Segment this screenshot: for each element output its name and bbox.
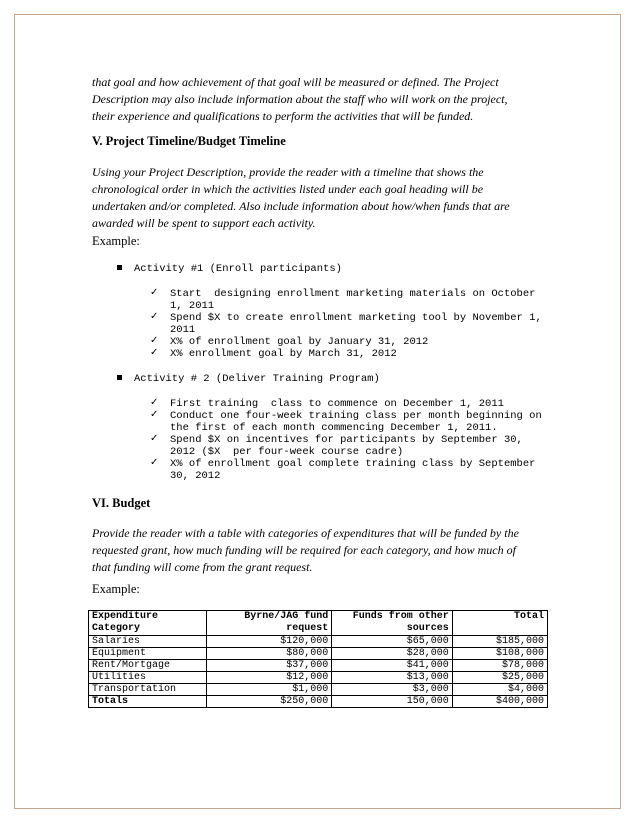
item-line: 2012 ($X per four-week course cadre): [170, 446, 404, 458]
cell: 150,000: [332, 696, 453, 708]
item-line: X% of enrollment goal complete training class by September: [170, 458, 536, 470]
cell: $78,000: [452, 660, 547, 672]
budget-line: Provide the reader with a table with categories of expenditures that will be funded by the: [92, 526, 519, 540]
cell: $400,000: [452, 696, 547, 708]
cell: $28,000: [332, 648, 453, 660]
checkmark-icon: ✓: [150, 457, 159, 468]
item-line: X% of enrollment goal by January 31, 2012: [170, 336, 429, 348]
table-header-row: [89, 611, 548, 636]
table-row: [89, 684, 548, 696]
activity-1-heading: [117, 263, 342, 275]
activity-item: [170, 312, 542, 336]
cell: Totals: [89, 696, 207, 708]
item-line: First training class to commence on December 1, 2011: [170, 398, 504, 410]
square-bullet-icon: [117, 375, 122, 380]
table-row: [89, 636, 548, 648]
cell: $185,000: [452, 636, 547, 648]
header-cell: Total: [452, 611, 547, 636]
activity-item: [170, 336, 428, 348]
activity-item: [170, 434, 523, 458]
cell: $41,000: [332, 660, 453, 672]
item-line: 2011: [170, 324, 196, 336]
cell: Transportation: [89, 684, 207, 696]
cell: $65,000: [332, 636, 453, 648]
timeline-line: chronological order in which the activities listed under each goal heading will be: [92, 182, 484, 196]
intro-paragraph: [92, 74, 562, 124]
cell: $13,000: [332, 672, 453, 684]
item-line: Spend $X to create enrollment marketing tool by November 1,: [170, 312, 542, 324]
activity-item: [170, 458, 535, 482]
section-heading-timeline: V. Project Timeline/Budget Timeline: [92, 134, 286, 148]
intro-line: Description may also include information about the staff who will work on the project,: [92, 92, 508, 106]
activity-item: [170, 410, 542, 434]
checkmark-icon: ✓: [150, 409, 159, 420]
budget-line: requested grant, how much funding will be required for each category, and how much of: [92, 543, 516, 557]
activity-title: Activity # 2 (Deliver Training Program): [134, 373, 380, 385]
cell: $120,000: [207, 636, 332, 648]
cell: $1,000: [207, 684, 332, 696]
cell: $25,000: [452, 672, 547, 684]
cell: $80,000: [207, 648, 332, 660]
header-cell: Expenditure Category: [89, 611, 207, 636]
budget-line: that funding will come from the grant request.: [92, 560, 313, 574]
checkmark-icon: ✓: [150, 287, 159, 298]
checkmark-icon: ✓: [150, 347, 159, 358]
timeline-paragraph: [92, 164, 562, 231]
cell: Rent/Mortgage: [89, 660, 207, 672]
header-cell: Funds from other sources: [332, 611, 453, 636]
cell: $108,000: [452, 648, 547, 660]
budget-table: [88, 610, 548, 708]
item-line: Spend $X on incentives for participants by September 30,: [170, 434, 523, 446]
timeline-line: awarded will be spent to support each activity.: [92, 216, 316, 230]
square-bullet-icon: [117, 265, 122, 270]
cell: Salaries: [89, 636, 207, 648]
table-totals-row: [89, 696, 548, 708]
cell: $250,000: [207, 696, 332, 708]
checkmark-icon: ✓: [150, 311, 159, 322]
checkmark-icon: ✓: [150, 397, 159, 408]
item-line: the first of each month commencing December 1, 2011.: [170, 422, 498, 434]
cell: $12,000: [207, 672, 332, 684]
cell: Equipment: [89, 648, 207, 660]
timeline-line: undertaken and/or completed. Also include information about how/when funds that are: [92, 199, 510, 213]
intro-line: their experience and qualifications to perform the activities that will be funded.: [92, 109, 474, 123]
example-label: Example:: [92, 234, 140, 248]
cell: $37,000: [207, 660, 332, 672]
activity-2-heading: [117, 373, 380, 385]
activity-item: [170, 398, 504, 410]
item-line: 1, 2011: [170, 300, 215, 312]
item-line: Conduct one four-week training class per month beginning on: [170, 410, 542, 422]
example-label: Example:: [92, 582, 140, 596]
cell: $4,000: [452, 684, 547, 696]
section-heading-budget: VI. Budget: [92, 496, 151, 510]
item-line: 30, 2012: [170, 470, 221, 482]
table-row: [89, 648, 548, 660]
checkmark-icon: ✓: [150, 433, 159, 444]
cell: Utilities: [89, 672, 207, 684]
cell: $3,000: [332, 684, 453, 696]
table-row: [89, 672, 548, 684]
timeline-line: Using your Project Description, provide the reader with a timeline that shows the: [92, 165, 484, 179]
checkmark-icon: ✓: [150, 335, 159, 346]
intro-line: that goal and how achievement of that goal will be measured or defined. The Project: [92, 75, 499, 89]
budget-paragraph: [92, 525, 562, 575]
activity-title: Activity #1 (Enroll participants): [134, 263, 342, 275]
activity-item: [170, 348, 397, 360]
item-line: X% enrollment goal by March 31, 2012: [170, 348, 397, 360]
item-line: Start designing enrollment marketing materials on October: [170, 288, 536, 300]
header-cell: Byrne/JAG fund request: [207, 611, 332, 636]
table-row: [89, 660, 548, 672]
activity-item: [170, 288, 535, 312]
